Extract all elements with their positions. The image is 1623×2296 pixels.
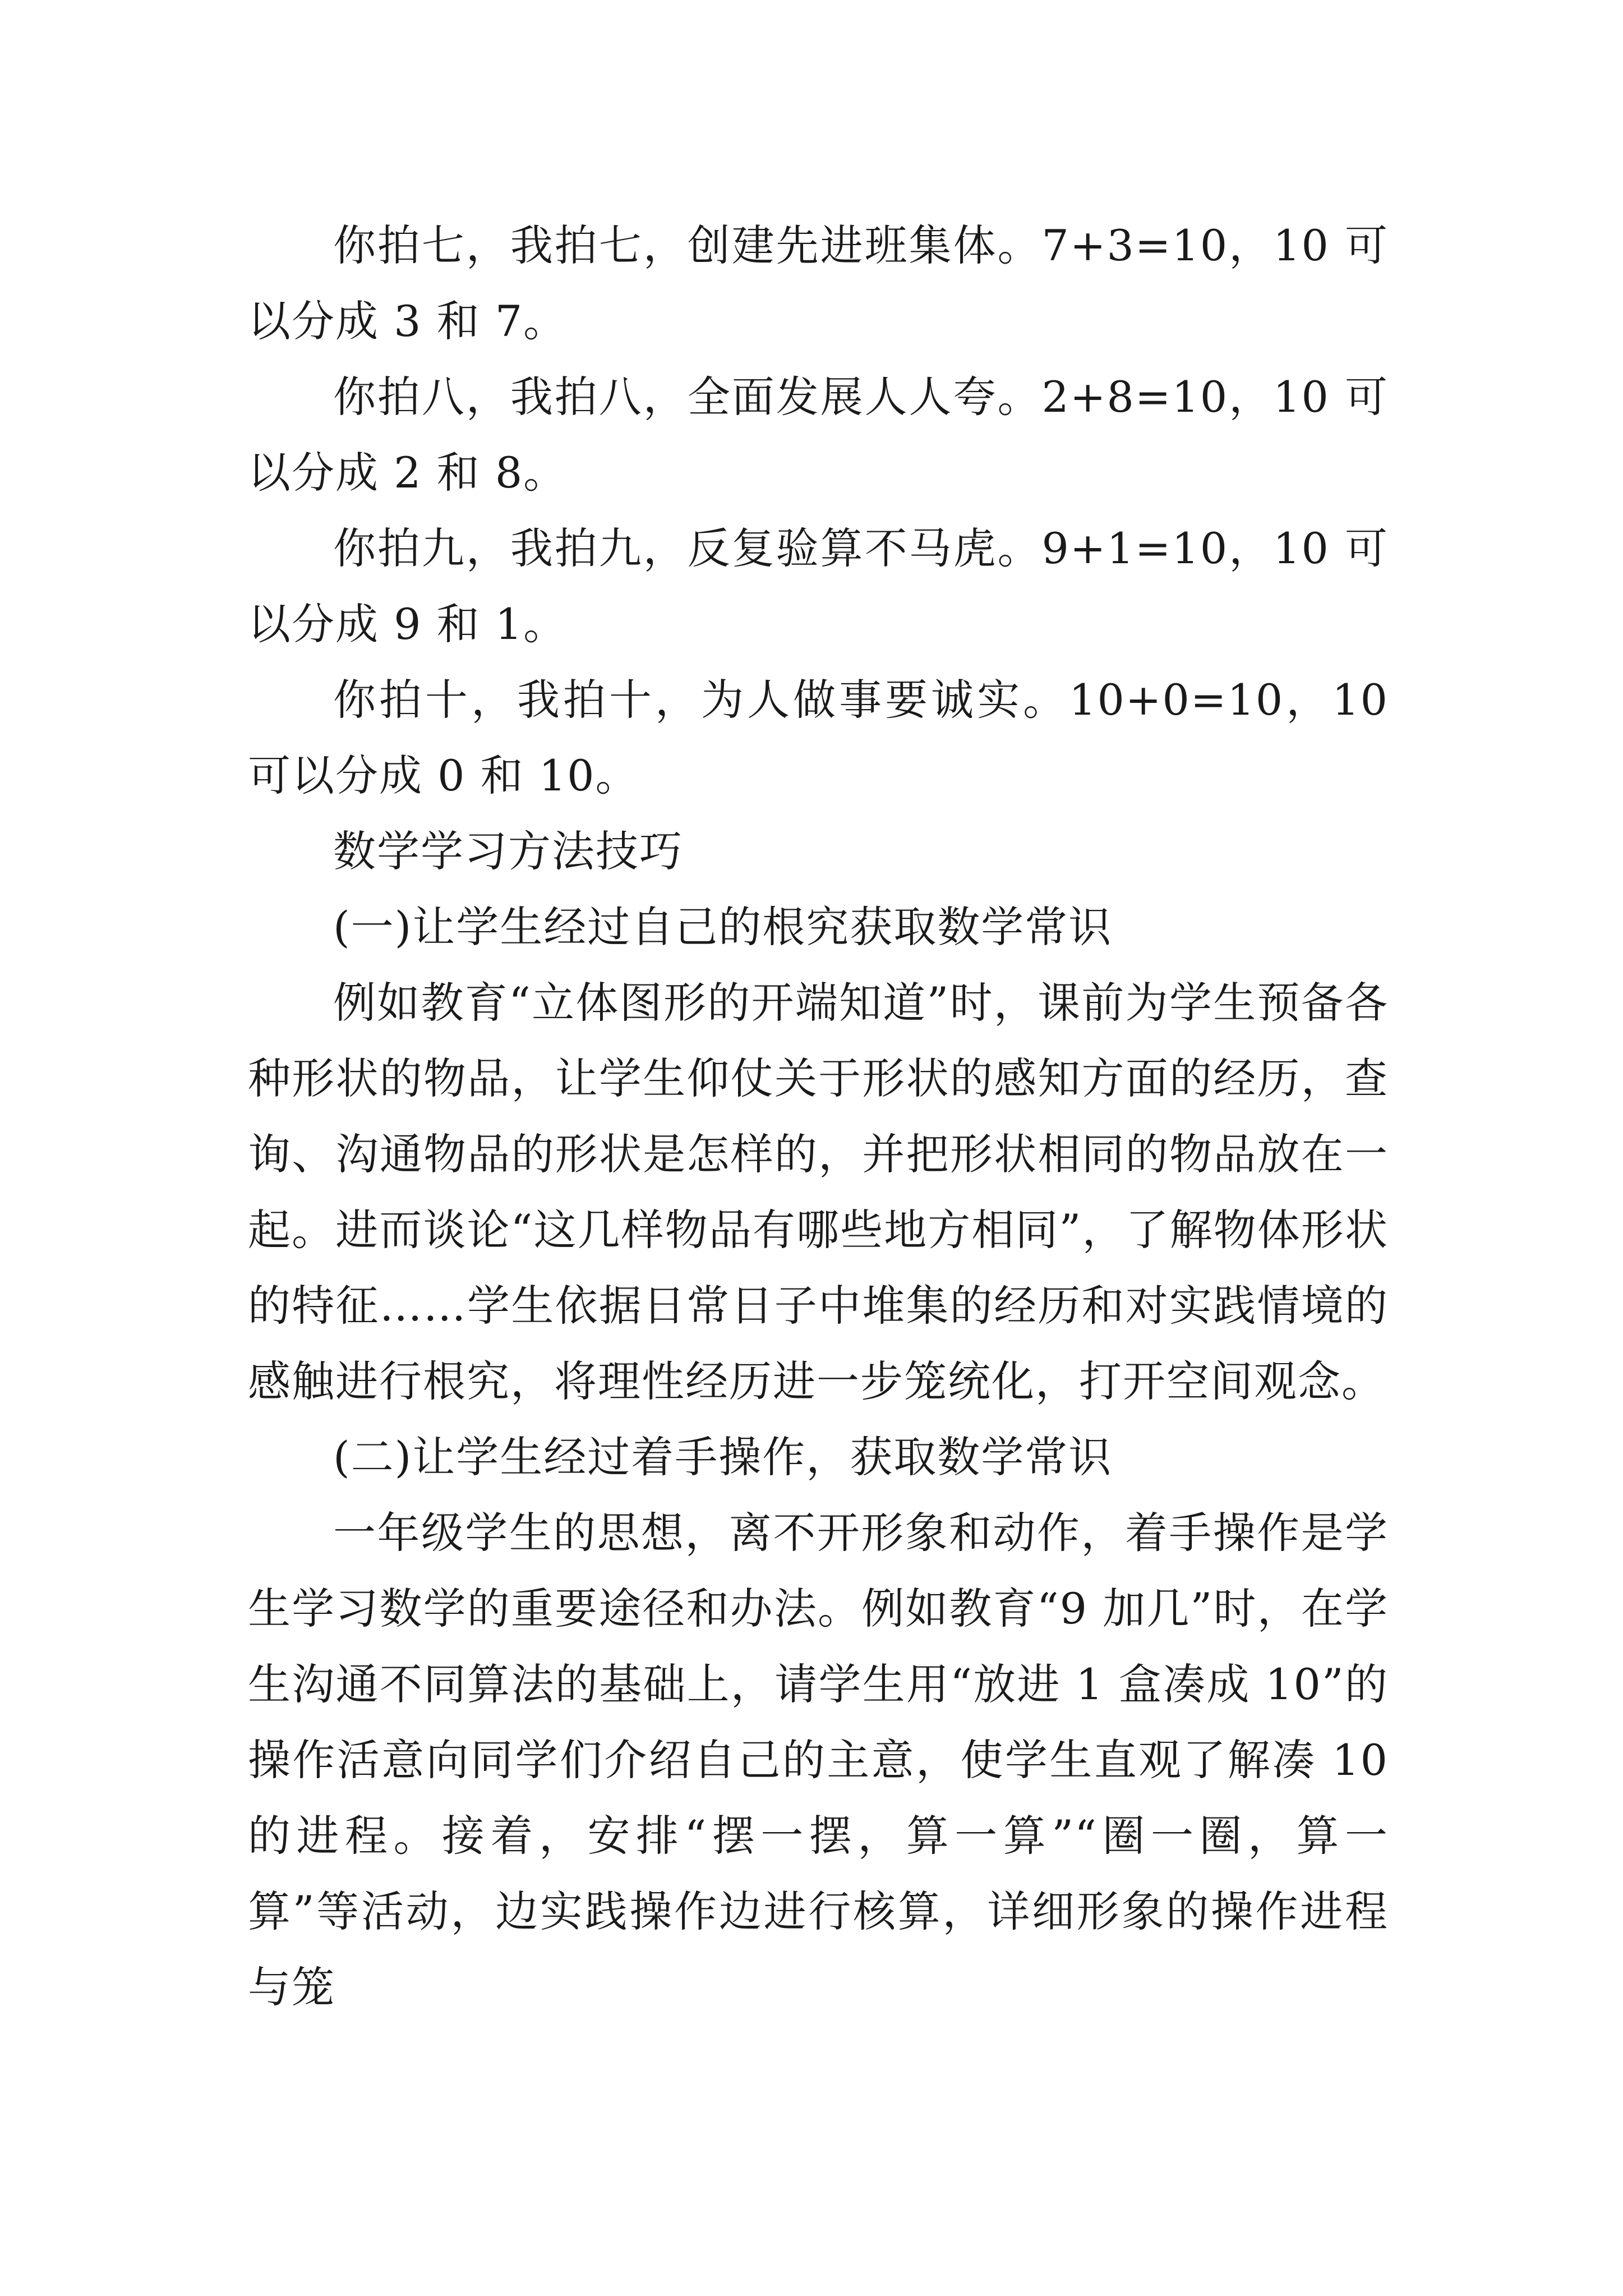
paragraph-clap-nine: 你拍九，我拍九，反复验算不马虎。9+1=10，10 可以分成 9 和 1。 (248, 523, 1389, 649)
paragraph-clap-ten: 你拍十，我拍十，为人做事要诚实。10+0=10，10 可以分成 0 和 10。 (248, 675, 1389, 800)
document-body (248, 208, 1389, 2025)
paragraph-solid-shapes: 例如教育“立体图形的开端知道”时，课前为学生预备各种形状的物品，让学生仰仗关于形状的感知方面的经历，查询、沟通物品的形状是怎样的，并把形状相同的物品放在一起。进而谈论“这几样物品有哪些地方相同”，了解物体形状的特征……学生依据日常日子中堆集的经历和对实践情境的感触进行根究，将理性经历进一步笼统化，打开空间观念。 (248, 978, 1389, 1406)
paragraph-clap-seven: 你拍七，我拍七，创建先进班集体。7+3=10，10 可以分成 3 和 7。 (248, 220, 1389, 346)
subheading-one: (一)让学生经过自己的根究获取数学常识 (333, 902, 1113, 952)
paragraph-clap-eight: 你拍八，我拍八，全面发展人人夸。2+8=10，10 可以分成 2 和 8。 (248, 372, 1389, 498)
section-heading-math-methods: 数学学习方法技巧 (333, 826, 683, 876)
subheading-two: (二)让学生经过着手操作，获取数学常识 (333, 1432, 1113, 1482)
paragraph-nine-plus: 一年级学生的思想，离不开形象和动作，着手操作是学生学习数学的重要途径和办法。例如教育“9 加几”时，在学生沟通不同算法的基础上，请学生用“放进 1 盒凑成 10”的操作活意向同学们介绍自己的主意，使学生直观了解凑 10 的进程。接着，安排“摆一摆，算一算”“圈一圈，算一算”等活动，边实践操作边进行核算，详细形象的操作进程与笼 (248, 1508, 1389, 2012)
